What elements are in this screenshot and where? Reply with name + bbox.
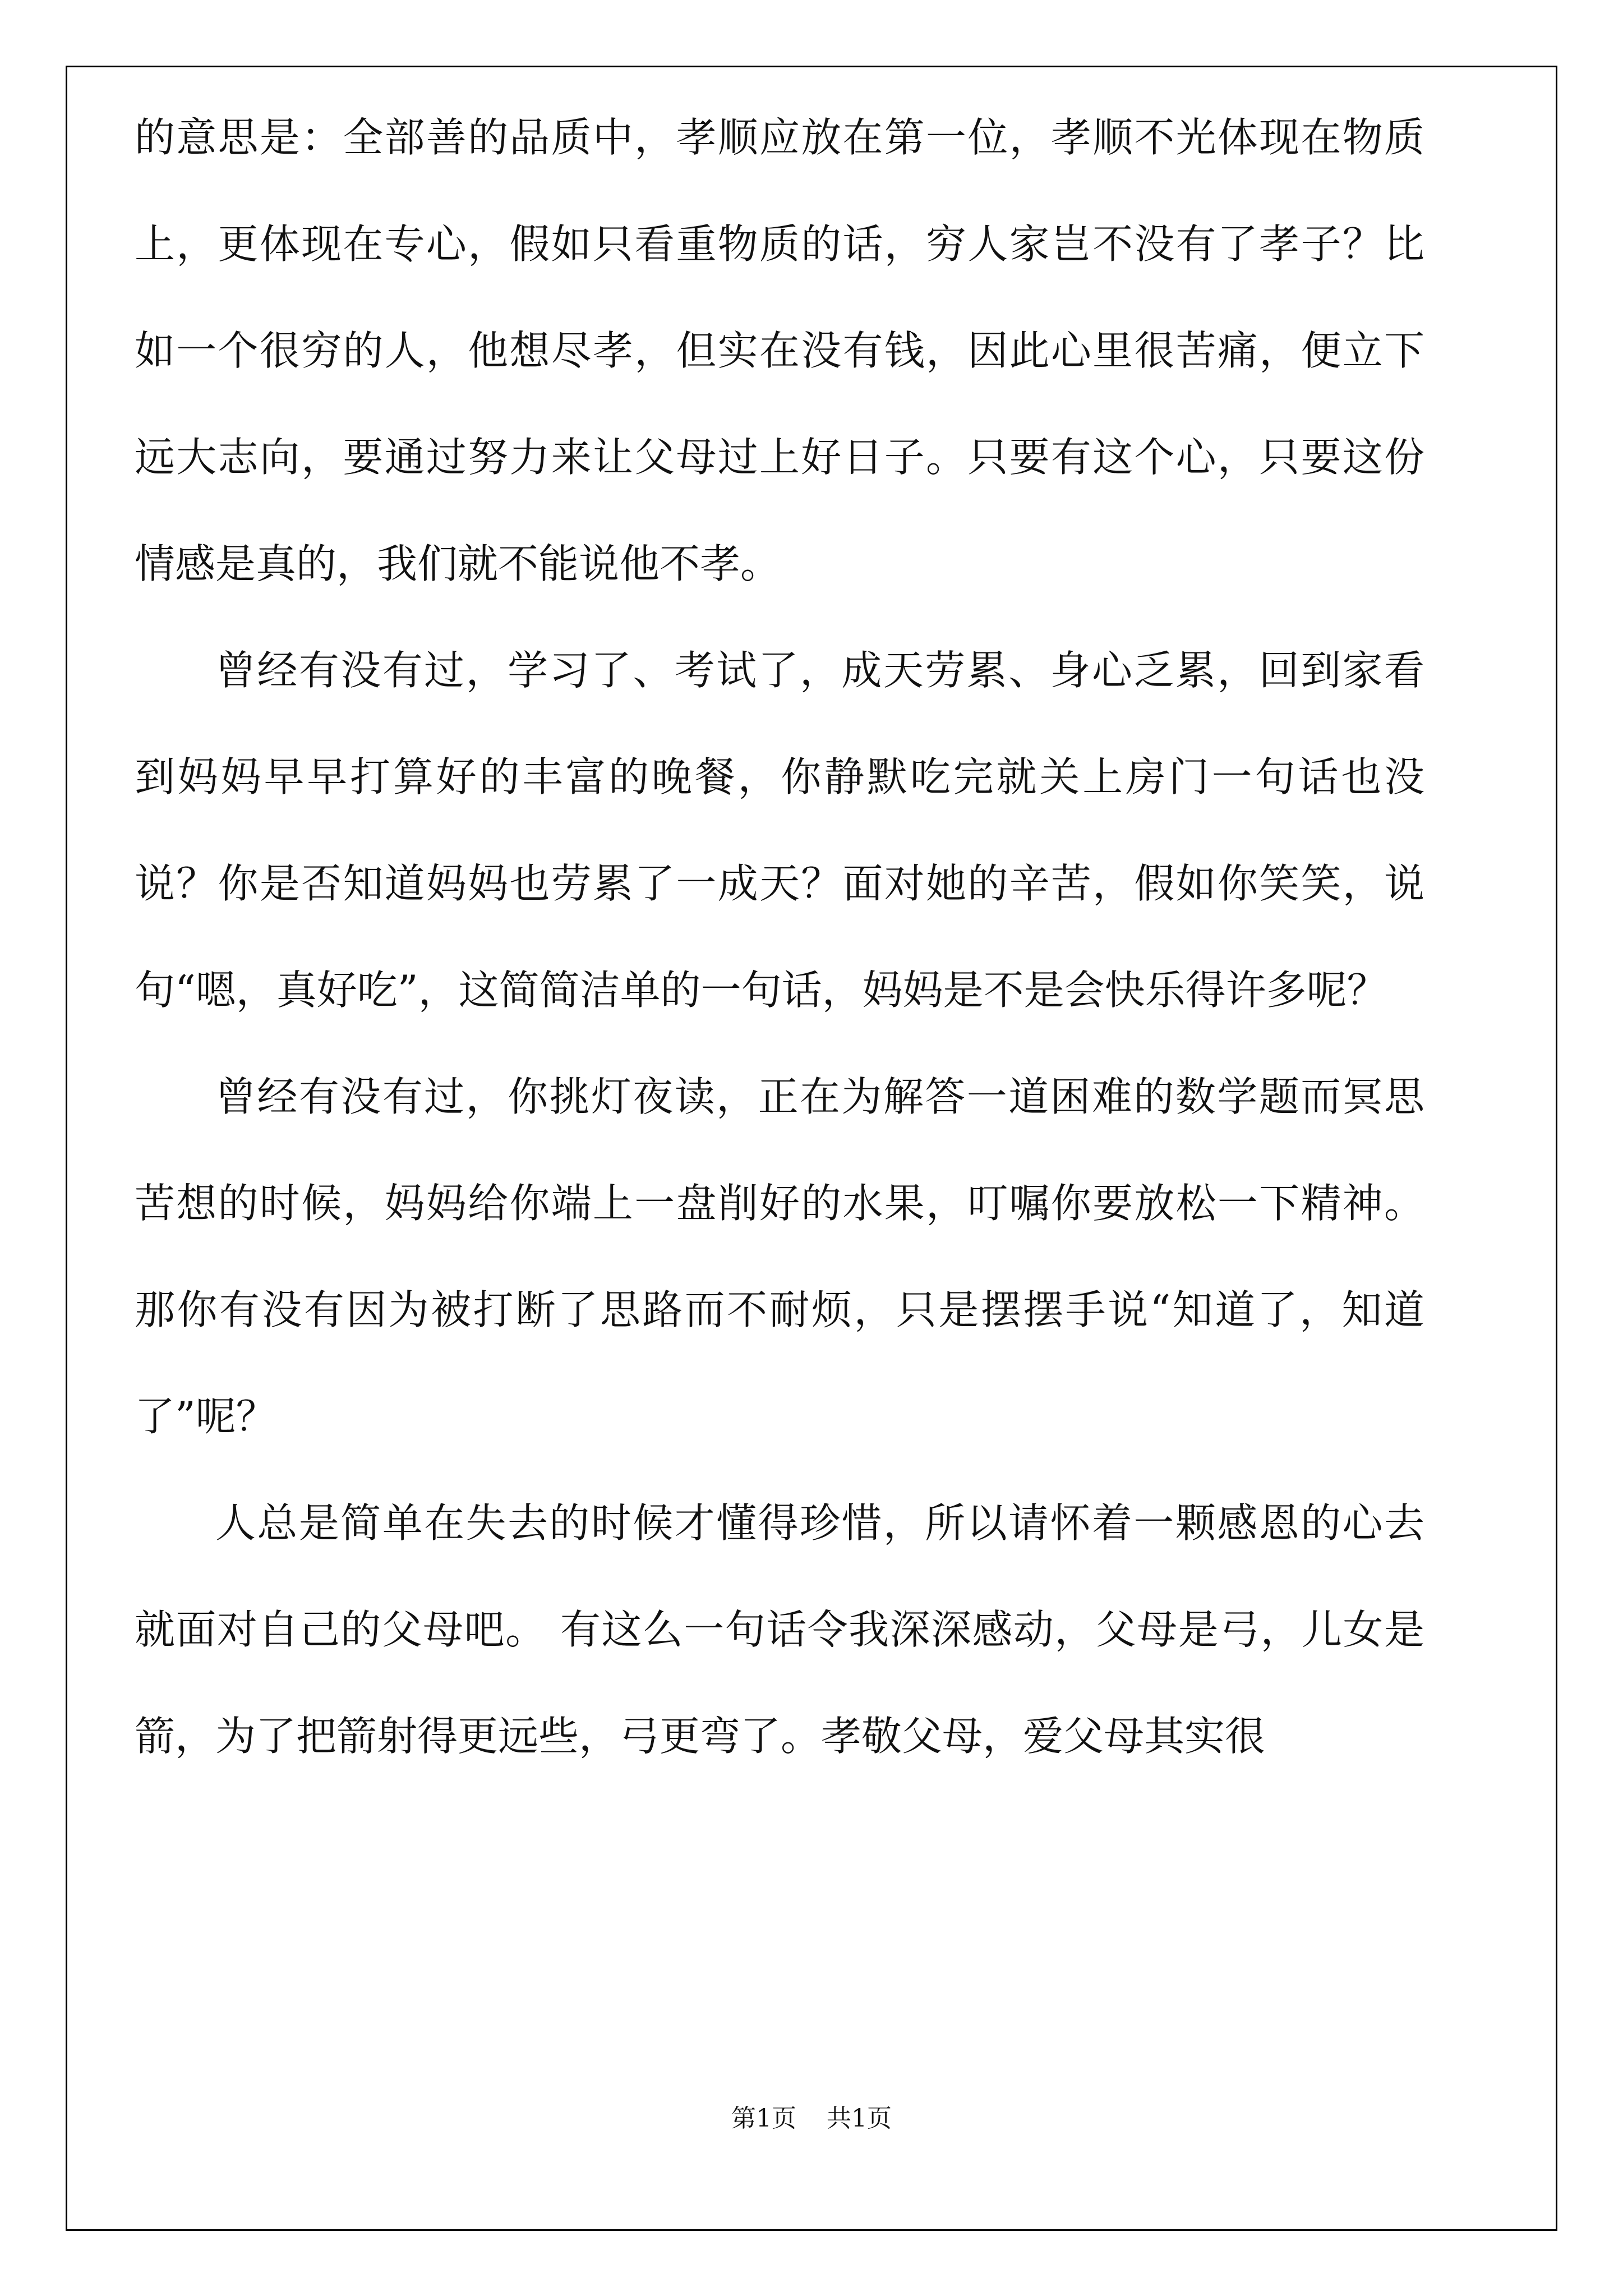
page-footer <box>0 2098 1623 2134</box>
page-total: 共1页 <box>827 2104 892 2133</box>
paragraph-2: 曾经有没有过，学习了、考试了，成天劳累、身心乏累，回到家看到妈妈早早打算好的丰富的晚餐，你静默吃完就关上房门一句话也没说？你是否知道妈妈也劳累了一成天？面对她的辛苦，假如你笑笑，说句“嗯，真好吃”，这简简洁单的一句话，妈妈是不是会快乐得许多呢？ <box>135 647 1424 1014</box>
paragraph-4: 人总是简单在失去的时候才懂得珍惜，所以请怀着一颗感恩的心去就面对自己的父母吧。 有这么一句话令我深深感动，父母是弓，儿女是箭，为了把箭射得更远些，弓更弯了。孝敬父母，爱父母其实很 <box>135 1499 1424 1760</box>
page-number: 第1页 <box>731 2104 796 2133</box>
document-body <box>135 84 1424 1789</box>
paragraph-1: 的意思是：全部善的品质中，孝顺应放在第一位，孝顺不光体现在物质上，更体现在专心，假如只看重物质的话，穷人家岂不没有了孝子？比如一个很穷的人，他想尽孝，但实在没有钱，因此心里很苦痛，便立下远大志向，要通过努力来让父母过上好日子。只要有这个心，只要这份情感是真的，我们就不能说他不孝。 <box>135 114 1424 587</box>
paragraph-3: 曾经有没有过，你挑灯夜读，正在为解答一道困难的数学题而冥思苦想的时候，妈妈给你端上一盘削好的水果，叮嘱你要放松一下精神。那你有没有因为被打断了思路而不耐烦，只是摆摆手说“知道了，知道了”呢？ <box>135 1073 1424 1440</box>
